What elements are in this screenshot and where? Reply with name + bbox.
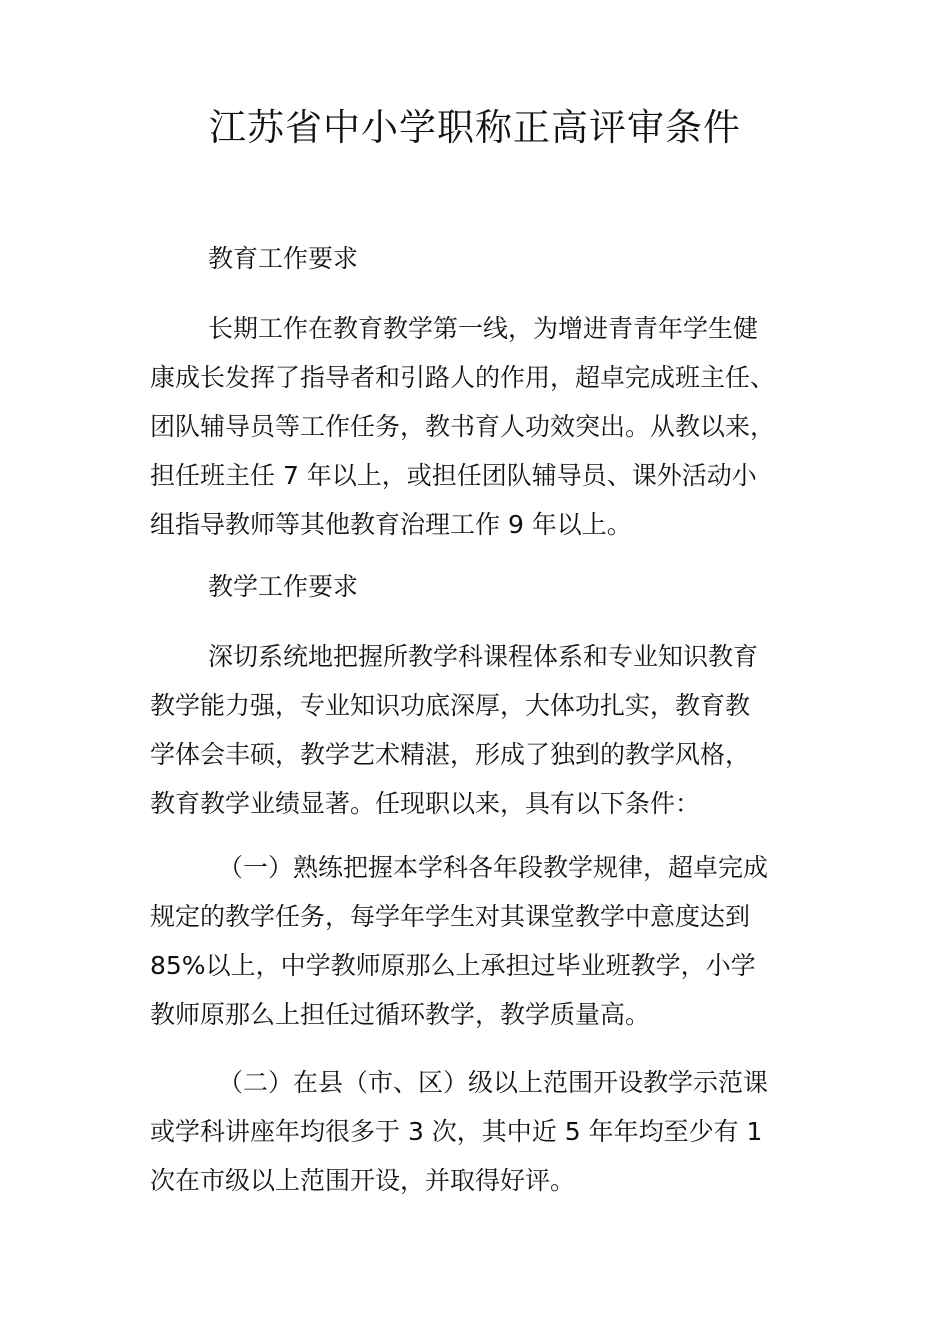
paragraph-line: 组指导教师等其他教育治理工作 9 年以上。 — [150, 510, 632, 539]
paragraph-line: （二）在县（市、区）级以上范围开设教学示范课 — [218, 1068, 769, 1097]
document-title: 江苏省中小学职称正高评审条件 — [209, 106, 741, 149]
paragraph-line: 团队辅导员等工作任务，教书育人功效突出。从教以来， — [150, 412, 776, 441]
paragraph-line: （一）熟练把握本学科各年段教学规律，超卓完成 — [218, 853, 769, 882]
paragraph-teaching-requirements — [150, 632, 810, 828]
paragraph-line: 学体会丰硕，教学艺术精湛，形成了独到的教学风格， — [150, 740, 751, 769]
paragraph-condition-2 — [150, 1058, 810, 1205]
paragraph-condition-1 — [150, 843, 810, 1039]
paragraph-line: 教育教学业绩显著。任现职以来，具有以下条件： — [150, 789, 701, 818]
paragraph-line: 深切系统地把握所教学科课程体系和专业知识教育 — [208, 642, 759, 671]
paragraph-line: 85%以上，中学教师原那么上承担过毕业班教学，小学 — [150, 951, 756, 980]
section-heading-education: 教育工作要求 — [208, 244, 359, 273]
paragraph-line: 长期工作在教育教学第一线，为增进青青年学生健 — [208, 314, 759, 343]
paragraph-line: 规定的教学任务，每学年学生对其课堂教学中意度达到 — [150, 902, 751, 931]
section-heading-teaching: 教学工作要求 — [208, 572, 359, 601]
paragraph-line: 或学科讲座年均很多于 3 次，其中近 5 年年均至少有 1 — [150, 1117, 763, 1146]
paragraph-line: 次在市级以上范围开设，并取得好评。 — [150, 1166, 576, 1195]
paragraph-line: 教师原那么上担任过循环教学，教学质量高。 — [150, 1000, 651, 1029]
paragraph-line: 康成长发挥了指导者和引路人的作用，超卓完成班主任、 — [150, 363, 776, 392]
paragraph-line: 教学能力强，专业知识功底深厚，大体功扎实，教育教 — [150, 691, 751, 720]
paragraph-education-requirements — [150, 304, 810, 549]
paragraph-line: 担任班主任 7 年以上，或担任团队辅导员、课外活动小 — [150, 461, 757, 490]
